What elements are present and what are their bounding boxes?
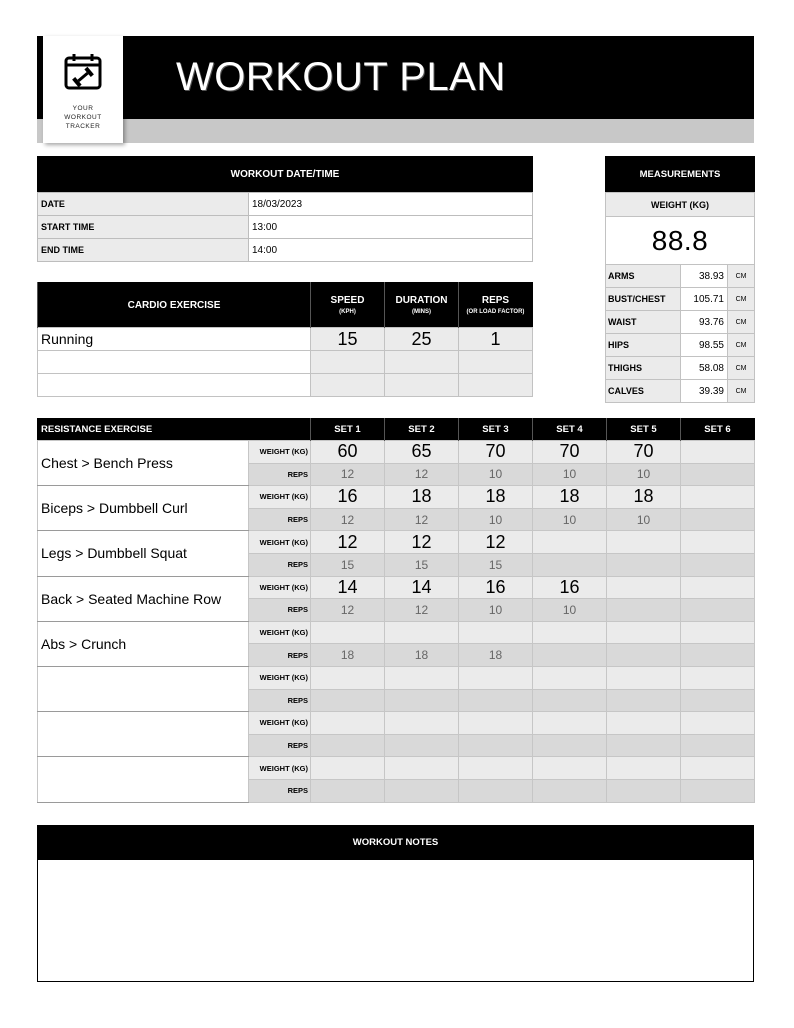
cardio-row <box>38 328 533 351</box>
measurement-label: THIGHS <box>606 357 681 380</box>
set-weight-cell[interactable] <box>681 441 755 464</box>
logo-text-line: TRACKER <box>65 123 101 130</box>
set-reps-cell[interactable]: 10 <box>533 463 607 486</box>
set-reps-cell[interactable]: 10 <box>459 463 533 486</box>
resistance-weight-row <box>38 441 755 464</box>
page-title: WORKOUT PLAN <box>176 55 506 99</box>
resistance-exercise-name[interactable]: Back > Seated Machine Row <box>38 576 249 621</box>
set-reps-cell[interactable]: 12 <box>311 599 385 622</box>
weight-row-label: WEIGHT (KG) <box>249 486 311 509</box>
set-weight-cell[interactable]: 18 <box>459 486 533 509</box>
reps-row-label: REPS <box>249 599 311 622</box>
set-reps-cell[interactable]: 12 <box>311 508 385 531</box>
set-reps-cell[interactable]: 15 <box>311 553 385 576</box>
set-reps-cell[interactable] <box>385 779 459 802</box>
set-weight-cell[interactable] <box>607 621 681 644</box>
weight-row-label: WEIGHT (KG) <box>249 666 311 689</box>
logo <box>43 36 123 143</box>
speed-header-label: SPEED <box>330 295 365 306</box>
duration-header-unit: (MINS) <box>412 309 431 315</box>
measurement-unit: CM <box>728 380 755 403</box>
set-header: SET 4 <box>533 419 607 441</box>
set-weight-cell[interactable] <box>533 666 607 689</box>
measurement-unit: CM <box>728 265 755 288</box>
measurements-heading: MEASUREMENTS <box>606 157 755 193</box>
set-weight-cell[interactable]: 12 <box>459 531 533 554</box>
set-header: SET 1 <box>311 419 385 441</box>
set-reps-cell[interactable] <box>533 644 607 667</box>
set-reps-cell[interactable] <box>311 779 385 802</box>
weight-row-label: WEIGHT (KG) <box>249 531 311 554</box>
resistance-weight-row <box>38 621 755 644</box>
set-reps-cell[interactable]: 12 <box>385 463 459 486</box>
set-weight-cell[interactable]: 14 <box>311 576 385 599</box>
cardio-exercise-name[interactable] <box>38 374 311 397</box>
set-reps-cell[interactable]: 10 <box>459 508 533 531</box>
set-weight-cell[interactable] <box>311 757 385 780</box>
resistance-weight-row <box>38 666 755 689</box>
resistance-heading: RESISTANCE EXERCISE <box>38 419 311 441</box>
resistance-exercise-name[interactable] <box>38 757 249 802</box>
measurement-row <box>606 380 755 403</box>
set-reps-cell[interactable] <box>533 553 607 576</box>
cardio-reps[interactable] <box>459 374 533 397</box>
set-reps-cell[interactable] <box>607 734 681 757</box>
set-reps-cell[interactable] <box>459 734 533 757</box>
calendar-dumbbell-icon <box>63 53 103 91</box>
set-weight-cell[interactable] <box>459 666 533 689</box>
set-weight-cell[interactable] <box>533 531 607 554</box>
set-reps-cell[interactable]: 12 <box>385 599 459 622</box>
logo-text-line: WORKOUT <box>64 114 102 121</box>
measurement-label: HIPS <box>606 334 681 357</box>
reps-header-unit: (OR LOAD FACTOR) <box>466 309 525 315</box>
set-reps-cell[interactable] <box>681 553 755 576</box>
reps-row-label: REPS <box>249 508 311 531</box>
set-reps-cell[interactable]: 15 <box>385 553 459 576</box>
measurement-label: WAIST <box>606 311 681 334</box>
set-weight-cell[interactable]: 16 <box>311 486 385 509</box>
cardio-speed[interactable]: 15 <box>311 328 385 351</box>
cardio-row <box>38 374 533 397</box>
set-reps-cell[interactable] <box>681 779 755 802</box>
weight-row-label: WEIGHT (KG) <box>249 576 311 599</box>
date-label: DATE <box>38 193 249 216</box>
duration-header-label: DURATION <box>395 295 448 306</box>
set-reps-cell[interactable]: 18 <box>459 644 533 667</box>
set-weight-cell[interactable] <box>681 621 755 644</box>
resistance-exercise-name[interactable] <box>38 666 249 711</box>
set-reps-cell[interactable] <box>607 644 681 667</box>
set-reps-cell[interactable] <box>459 779 533 802</box>
set-reps-cell[interactable]: 12 <box>385 508 459 531</box>
cardio-duration[interactable] <box>385 374 459 397</box>
resistance-exercise-name[interactable]: Abs > Crunch <box>38 621 249 666</box>
speed-header-unit: (KPH) <box>339 309 356 315</box>
set-weight-cell[interactable] <box>459 757 533 780</box>
set-header: SET 6 <box>681 419 755 441</box>
cardio-exercise-header: CARDIO EXERCISE <box>38 283 311 328</box>
reps-row-label: REPS <box>249 779 311 802</box>
set-reps-cell[interactable]: 15 <box>459 553 533 576</box>
set-reps-cell[interactable] <box>607 553 681 576</box>
measurement-unit: CM <box>728 311 755 334</box>
set-weight-cell[interactable] <box>533 621 607 644</box>
set-weight-cell[interactable] <box>385 757 459 780</box>
set-reps-cell[interactable] <box>533 779 607 802</box>
set-reps-cell[interactable] <box>681 734 755 757</box>
set-weight-cell[interactable] <box>681 576 755 599</box>
resistance-weight-row <box>38 757 755 780</box>
measurement-value[interactable]: 38.93 <box>681 265 728 288</box>
weight-value[interactable]: 88.8 <box>606 217 755 265</box>
set-reps-cell[interactable] <box>681 599 755 622</box>
set-weight-cell[interactable] <box>607 712 681 735</box>
set-weight-cell[interactable]: 70 <box>533 441 607 464</box>
set-weight-cell[interactable] <box>607 757 681 780</box>
set-reps-cell[interactable]: 10 <box>607 463 681 486</box>
measurement-row <box>606 334 755 357</box>
start-time-label: START TIME <box>38 216 249 239</box>
set-weight-cell[interactable] <box>681 666 755 689</box>
weight-row-label: WEIGHT (KG) <box>249 441 311 464</box>
cardio-table <box>37 282 533 397</box>
duration-header <box>385 283 459 328</box>
set-weight-cell[interactable] <box>459 621 533 644</box>
set-weight-cell[interactable]: 70 <box>607 441 681 464</box>
weight-row-label: WEIGHT (KG) <box>249 712 311 735</box>
set-reps-cell[interactable] <box>681 689 755 712</box>
set-weight-cell[interactable] <box>607 531 681 554</box>
set-reps-cell[interactable]: 10 <box>459 599 533 622</box>
set-reps-cell[interactable] <box>681 508 755 531</box>
set-reps-cell[interactable]: 10 <box>533 508 607 531</box>
measurement-row <box>606 311 755 334</box>
workout-notes-heading: WORKOUT NOTES <box>37 825 754 860</box>
resistance-weight-row <box>38 576 755 599</box>
reps-row-label: REPS <box>249 463 311 486</box>
workout-datetime-table <box>37 156 533 262</box>
set-reps-cell[interactable] <box>533 689 607 712</box>
set-weight-cell[interactable] <box>681 757 755 780</box>
set-reps-cell[interactable] <box>311 734 385 757</box>
set-weight-cell[interactable] <box>681 531 755 554</box>
start-time-value[interactable]: 13:00 <box>249 216 533 239</box>
set-weight-cell[interactable]: 18 <box>533 486 607 509</box>
set-weight-cell[interactable]: 12 <box>311 531 385 554</box>
measurement-value[interactable]: 58.08 <box>681 357 728 380</box>
set-reps-cell[interactable] <box>385 689 459 712</box>
measurement-unit: CM <box>728 288 755 311</box>
set-reps-cell[interactable] <box>681 463 755 486</box>
cardio-reps[interactable] <box>459 351 533 374</box>
end-time-value[interactable]: 14:00 <box>249 239 533 262</box>
set-reps-cell[interactable]: 10 <box>533 599 607 622</box>
cardio-reps[interactable]: 1 <box>459 328 533 351</box>
set-header: SET 2 <box>385 419 459 441</box>
set-reps-cell[interactable] <box>311 689 385 712</box>
weight-row-label: WEIGHT (KG) <box>249 757 311 780</box>
set-weight-cell[interactable] <box>385 666 459 689</box>
resistance-exercise-name[interactable] <box>38 712 249 757</box>
cardio-speed[interactable] <box>311 351 385 374</box>
set-reps-cell[interactable] <box>459 689 533 712</box>
header-subbar <box>37 119 754 143</box>
reps-row-label: REPS <box>249 644 311 667</box>
set-reps-cell[interactable]: 10 <box>607 508 681 531</box>
measurement-label: BUST/CHEST <box>606 288 681 311</box>
measurements-table <box>605 156 755 403</box>
resistance-exercise-name[interactable]: Chest > Bench Press <box>38 441 249 486</box>
measurement-unit: CM <box>728 334 755 357</box>
set-reps-cell[interactable] <box>607 599 681 622</box>
set-weight-cell[interactable] <box>607 576 681 599</box>
resistance-weight-row <box>38 486 755 509</box>
resistance-weight-row <box>38 531 755 554</box>
reps-header-label: REPS <box>481 295 510 306</box>
set-reps-cell[interactable] <box>607 779 681 802</box>
set-header: SET 5 <box>607 419 681 441</box>
measurement-row <box>606 357 755 380</box>
measurement-value[interactable]: 93.76 <box>681 311 728 334</box>
set-reps-cell[interactable]: 18 <box>311 644 385 667</box>
cardio-row <box>38 351 533 374</box>
weight-label: WEIGHT (KG) <box>606 193 755 217</box>
cardio-duration[interactable] <box>385 351 459 374</box>
set-reps-cell[interactable] <box>385 734 459 757</box>
datetime-heading: WORKOUT DATE/TIME <box>38 157 533 193</box>
set-reps-cell[interactable]: 12 <box>311 463 385 486</box>
set-weight-cell[interactable] <box>681 486 755 509</box>
cardio-duration[interactable]: 25 <box>385 328 459 351</box>
measurement-label: CALVES <box>606 380 681 403</box>
set-weight-cell[interactable]: 18 <box>385 486 459 509</box>
set-weight-cell[interactable]: 70 <box>459 441 533 464</box>
measurement-row <box>606 288 755 311</box>
measurement-value[interactable]: 39.39 <box>681 380 728 403</box>
set-weight-cell[interactable]: 16 <box>533 576 607 599</box>
set-weight-cell[interactable] <box>385 621 459 644</box>
date-value[interactable]: 18/03/2023 <box>249 193 533 216</box>
set-weight-cell[interactable] <box>311 621 385 644</box>
reps-row-label: REPS <box>249 553 311 576</box>
resistance-exercise-name[interactable]: Legs > Dumbbell Squat <box>38 531 249 576</box>
measurement-value[interactable]: 105.71 <box>681 288 728 311</box>
measurement-unit: CM <box>728 357 755 380</box>
resistance-weight-row <box>38 712 755 735</box>
set-weight-cell[interactable]: 60 <box>311 441 385 464</box>
resistance-table <box>37 418 755 803</box>
set-weight-cell[interactable]: 14 <box>385 576 459 599</box>
set-weight-cell[interactable] <box>459 712 533 735</box>
set-header: SET 3 <box>459 419 533 441</box>
reps-header <box>459 283 533 328</box>
set-weight-cell[interactable] <box>311 666 385 689</box>
set-weight-cell[interactable] <box>681 712 755 735</box>
workout-notes-area[interactable] <box>37 860 754 982</box>
weight-row-label: WEIGHT (KG) <box>249 621 311 644</box>
set-weight-cell[interactable] <box>607 666 681 689</box>
set-weight-cell[interactable] <box>533 712 607 735</box>
cardio-exercise-name[interactable]: Running <box>38 328 311 351</box>
cardio-exercise-name[interactable] <box>38 351 311 374</box>
cardio-speed[interactable] <box>311 374 385 397</box>
set-weight-cell[interactable] <box>311 712 385 735</box>
measurement-label: ARMS <box>606 265 681 288</box>
set-reps-cell[interactable]: 18 <box>385 644 459 667</box>
set-reps-cell[interactable] <box>533 734 607 757</box>
set-weight-cell[interactable] <box>533 757 607 780</box>
set-weight-cell[interactable] <box>385 712 459 735</box>
reps-row-label: REPS <box>249 689 311 712</box>
set-weight-cell[interactable]: 16 <box>459 576 533 599</box>
logo-text-line: YOUR <box>72 105 94 112</box>
set-weight-cell[interactable]: 12 <box>385 531 459 554</box>
measurement-row <box>606 265 755 288</box>
set-reps-cell[interactable] <box>681 644 755 667</box>
set-weight-cell[interactable]: 18 <box>607 486 681 509</box>
speed-header <box>311 283 385 328</box>
reps-row-label: REPS <box>249 734 311 757</box>
set-reps-cell[interactable] <box>607 689 681 712</box>
resistance-exercise-name[interactable]: Biceps > Dumbbell Curl <box>38 486 249 531</box>
end-time-label: END TIME <box>38 239 249 262</box>
measurement-value[interactable]: 98.55 <box>681 334 728 357</box>
set-weight-cell[interactable]: 65 <box>385 441 459 464</box>
